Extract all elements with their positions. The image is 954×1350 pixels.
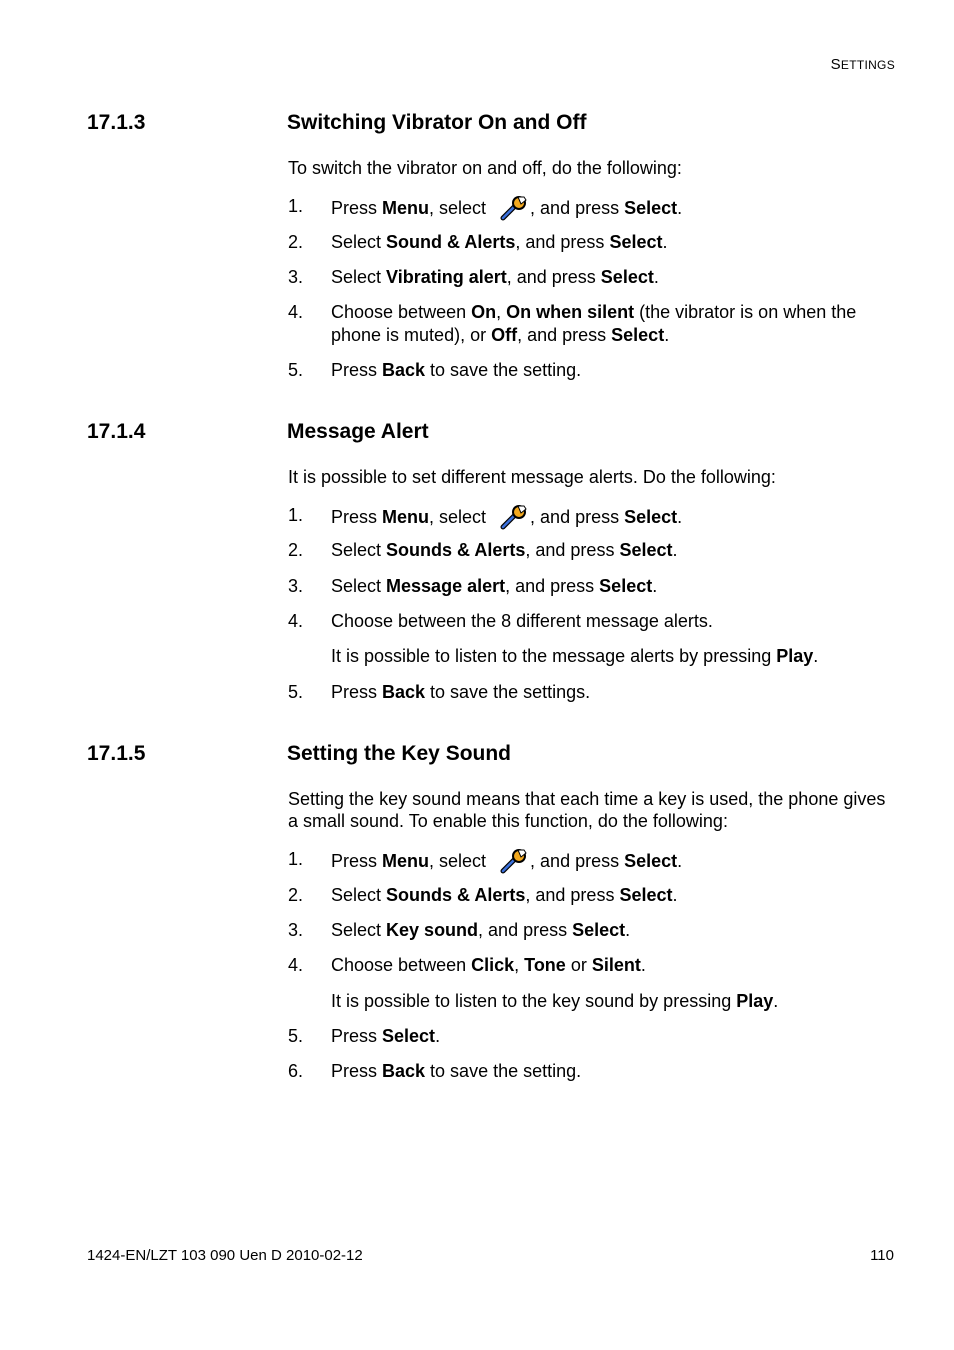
step-note: It is possible to listen to the key sound by pressing Play. [331, 991, 779, 1011]
step-note: It is possible to listen to the message alerts by pressing Play. [331, 646, 819, 666]
section-intro: It is possible to set different message alerts. Do the following: [288, 467, 776, 487]
section-number: 17.1.3 [87, 111, 146, 134]
section-intro: To switch the vibrator on and off, do the following: [288, 158, 682, 178]
wrench-settings-icon [499, 195, 529, 221]
section-title: Switching Vibrator On and Off [287, 111, 587, 134]
wrench-settings-icon [499, 848, 529, 874]
document-id: 1424-EN/LZT 103 090 Uen D 2010-02-12 [87, 1247, 363, 1264]
section-number: 17.1.4 [87, 420, 146, 443]
running-header: SETTINGS [830, 56, 895, 73]
section-title: Setting the Key Sound [287, 742, 512, 765]
section-number: 17.1.5 [87, 742, 146, 765]
section-title: Message Alert [287, 420, 429, 443]
section-intro: Setting the key sound means that each time a key is used, the phone gives a small sound. To enable this function, do the following: [288, 789, 886, 831]
wrench-settings-icon [499, 504, 529, 530]
page-number: 110 [870, 1247, 894, 1264]
